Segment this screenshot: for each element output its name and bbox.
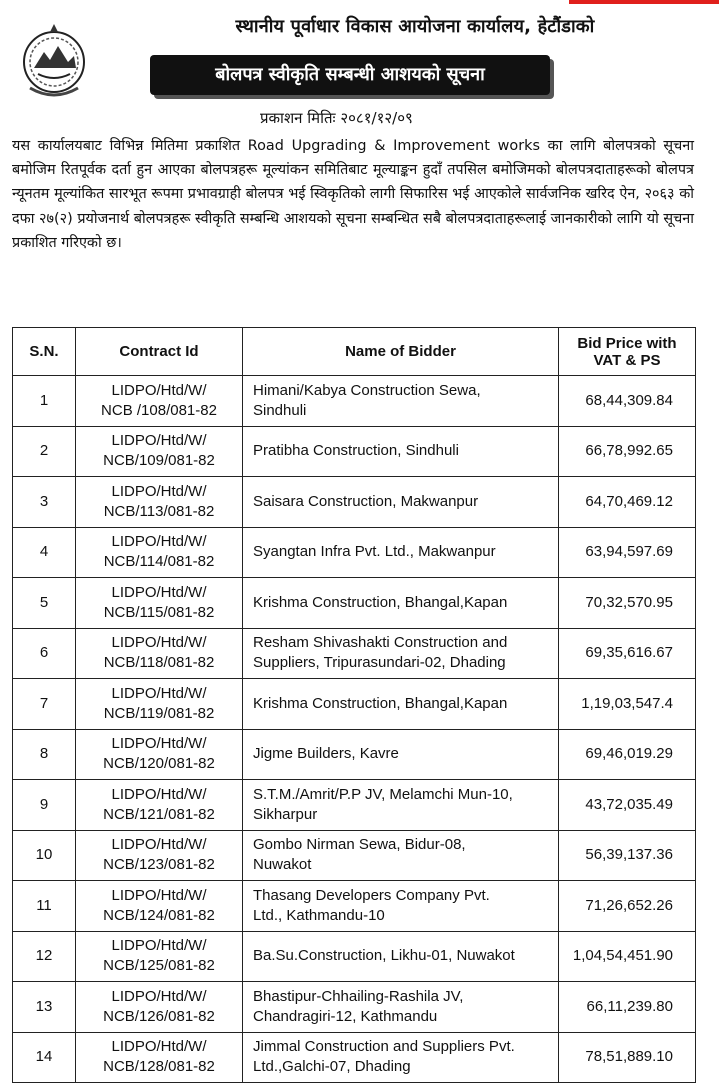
bidder-line2: Suppliers, Tripurasundari-02, Dhading (253, 654, 506, 672)
cell-sn: 5 (13, 578, 76, 629)
table-row (13, 477, 696, 528)
notice-paragraph: यस कार्यालयबाट विभिन्न मितिमा प्रकाशित Road Upgrading & Improvement works का लागि बोलपत्रको सूचना बमोजिम रितपूर्वक दर्ता हुन आएका बोलपत्रहरू मूल्यांकन समितिबाट मूल्याङ्कन हुदाँ तपसिल बमोजिमको बोलपत्रदाताहरूको बोलपत्र न्यूनतम मूल्यांकित सारभूत रूपमा प्रभावग्राही बोलपत्र भई स्विकृतिको लागी सिफारिस भई आएकोले सार्वजनिक खरिद ऐन, २०६३ को दफा २७(२) प्रयोजनार्थ बोलपत्रहरू स्वीकृति सम्बन्धि आशयको सूचना सम्बन्धित सबै बोलपत्रदाताहरूलाई जानकारीको लागि यो सूचना प्रकाशित गरिएको छ। (12, 138, 694, 251)
cell-contract-id (76, 1032, 243, 1083)
cell-bidder-name (243, 376, 559, 427)
bidder-line2: Ltd., Kathmandu-10 (253, 906, 385, 924)
bidder-line1: Resham Shivashakti Construction and (253, 634, 508, 652)
cell-sn: 9 (13, 780, 76, 831)
table-row (13, 628, 696, 679)
bidder-line1: Jimmal Construction and Suppliers Pvt. (253, 1038, 515, 1056)
header-contract-id: Contract Id (76, 328, 243, 376)
contract-id-line1: LIDPO/Htd/W/ (111, 886, 207, 904)
office-name: स्थानीय पूर्वाधार विकास आयोजना कार्यालय, हेटौंडाको (235, 16, 595, 37)
table-row (13, 376, 696, 427)
cell-sn: 2 (13, 426, 76, 477)
contract-id-line1: LIDPO/Htd/W/ (111, 836, 207, 854)
bidder-line2: Sikharpur (253, 805, 318, 823)
header-sn: S.N. (13, 328, 76, 376)
contract-id-line2: NCB /108/081-82 (101, 401, 217, 419)
contract-id-line1: LIDPO/Htd/W/ (111, 1038, 207, 1056)
contract-id-line1: LIDPO/Htd/W/ (111, 381, 207, 399)
bidder-line2: Sindhuli (253, 401, 307, 419)
nepal-emblem-icon (20, 22, 88, 102)
contract-id-line2: NCB/128/081-82 (103, 1058, 215, 1076)
bidder-line1: Gombo Nirman Sewa, Bidur-08, (253, 836, 466, 854)
cell-bidder-name (243, 527, 559, 578)
header-bid-price-line2: VAT & PS (593, 351, 661, 369)
cell-bidder-name (243, 881, 559, 932)
table-header-row (13, 328, 696, 376)
cell-sn: 14 (13, 1032, 76, 1083)
cell-contract-id (76, 679, 243, 730)
contract-id-line1: LIDPO/Htd/W/ (111, 937, 207, 955)
bidder-line2: Chandragiri-12, Kathmandu (253, 1007, 438, 1025)
contract-id-line2: NCB/115/081-82 (103, 603, 215, 621)
bidder-line1: Saisara Construction, Makwanpur (253, 492, 479, 510)
contract-id-line2: NCB/123/081-82 (103, 856, 215, 874)
table-row (13, 426, 696, 477)
cell-bidder-name (243, 780, 559, 831)
contract-id-line1: LIDPO/Htd/W/ (111, 785, 207, 803)
table-row (13, 679, 696, 730)
cell-sn: 8 (13, 729, 76, 780)
cell-contract-id (76, 982, 243, 1033)
bidder-line1: Krishma Construction, Bhangal,Kapan (253, 593, 508, 611)
cell-sn: 11 (13, 881, 76, 932)
cell-bid-price: 69,35,616.67 (559, 628, 696, 679)
table-row (13, 578, 696, 629)
cell-bid-price: 71,26,652.26 (559, 881, 696, 932)
contract-id-line2: NCB/113/081-82 (103, 502, 215, 520)
cell-sn: 6 (13, 628, 76, 679)
cell-sn: 7 (13, 679, 76, 730)
bidder-line1: Pratibha Construction, Sindhuli (253, 442, 459, 460)
cell-bid-price: 68,44,309.84 (559, 376, 696, 427)
contract-id-line2: NCB/126/081-82 (103, 1007, 215, 1025)
table-row (13, 1032, 696, 1083)
bidder-line1: S.T.M./Amrit/P.P JV, Melamchi Mun-10, (253, 785, 513, 803)
cell-contract-id (76, 527, 243, 578)
contract-id-line1: LIDPO/Htd/W/ (111, 482, 207, 500)
bidder-line1: Ba.Su.Construction, Likhu-01, Nuwakot (253, 947, 515, 965)
contract-id-line1: LIDPO/Htd/W/ (111, 533, 207, 551)
cell-bidder-name (243, 426, 559, 477)
notice-title-banner: बोलपत्र स्वीकृति सम्बन्धी आशयको सूचना (150, 55, 550, 95)
cell-sn: 12 (13, 931, 76, 982)
cell-contract-id (76, 830, 243, 881)
cell-bid-price: 56,39,137.36 (559, 830, 696, 881)
cell-bid-price: 1,04,54,451.90 (559, 931, 696, 982)
contract-id-line2: NCB/114/081-82 (103, 553, 215, 571)
bidder-line1: Thasang Developers Company Pvt. (253, 886, 490, 904)
cell-contract-id (76, 426, 243, 477)
contract-id-line2: NCB/120/081-82 (103, 755, 215, 773)
contract-id-line1: LIDPO/Htd/W/ (111, 583, 207, 601)
bidder-line1: Bhastipur-Chhailing-Rashila JV, (253, 987, 464, 1005)
table-row (13, 729, 696, 780)
cell-bidder-name (243, 1032, 559, 1083)
cell-contract-id (76, 729, 243, 780)
publication-date: प्रकाशन मितिः २०८१/१२/०९ (260, 109, 413, 127)
cell-bidder-name (243, 628, 559, 679)
bidder-line1: Himani/Kabya Construction Sewa, (253, 381, 481, 399)
cell-sn: 3 (13, 477, 76, 528)
contract-id-line1: LIDPO/Htd/W/ (111, 684, 207, 702)
table-row (13, 780, 696, 831)
cell-bid-price: 69,46,019.29 (559, 729, 696, 780)
bidder-line1: Syangtan Infra Pvt. Ltd., Makwanpur (253, 543, 496, 561)
cell-bidder-name (243, 931, 559, 982)
contract-id-line2: NCB/121/081-82 (103, 805, 215, 823)
contract-id-line1: LIDPO/Htd/W/ (111, 634, 207, 652)
contract-id-line1: LIDPO/Htd/W/ (111, 432, 207, 450)
cell-bid-price: 70,32,570.95 (559, 578, 696, 629)
cell-bid-price: 66,78,992.65 (559, 426, 696, 477)
cell-bidder-name (243, 982, 559, 1033)
top-accent-bar (569, 0, 719, 4)
bidder-line1: Krishma Construction, Bhangal,Kapan (253, 694, 508, 712)
contract-id-line2: NCB/124/081-82 (103, 906, 215, 924)
header-bid-price (559, 328, 696, 376)
cell-bid-price: 78,51,889.10 (559, 1032, 696, 1083)
cell-sn: 4 (13, 527, 76, 578)
contract-id-line2: NCB/125/081-82 (103, 957, 215, 975)
cell-contract-id (76, 628, 243, 679)
cell-bidder-name (243, 679, 559, 730)
bidder-line2: Ltd.,Galchi-07, Dhading (253, 1058, 411, 1076)
cell-bidder-name (243, 477, 559, 528)
table-row (13, 982, 696, 1033)
bidder-line1: Jigme Builders, Kavre (253, 745, 399, 763)
header-bidder-name: Name of Bidder (243, 328, 559, 376)
contract-id-line2: NCB/118/081-82 (103, 654, 215, 672)
cell-bid-price: 66,11,239.80 (559, 982, 696, 1033)
cell-contract-id (76, 578, 243, 629)
cell-contract-id (76, 931, 243, 982)
bidder-line2: Nuwakot (253, 856, 312, 874)
header-bid-price-line1: Bid Price with (577, 334, 677, 352)
contract-id-line2: NCB/119/081-82 (103, 704, 215, 722)
cell-contract-id (76, 376, 243, 427)
cell-bid-price: 1,19,03,547.4 (559, 679, 696, 730)
contract-id-line1: LIDPO/Htd/W/ (111, 735, 207, 753)
cell-bid-price: 43,72,035.49 (559, 780, 696, 831)
table-row (13, 527, 696, 578)
table-row (13, 830, 696, 881)
cell-contract-id (76, 477, 243, 528)
cell-bidder-name (243, 830, 559, 881)
cell-contract-id (76, 780, 243, 831)
cell-bid-price: 63,94,597.69 (559, 527, 696, 578)
table-row (13, 881, 696, 932)
bid-approval-table (12, 327, 696, 1083)
cell-bidder-name (243, 729, 559, 780)
cell-bidder-name (243, 578, 559, 629)
table-row (13, 931, 696, 982)
cell-bid-price: 64,70,469.12 (559, 477, 696, 528)
contract-id-line1: LIDPO/Htd/W/ (111, 987, 207, 1005)
cell-sn: 10 (13, 830, 76, 881)
cell-sn: 1 (13, 376, 76, 427)
cell-contract-id (76, 881, 243, 932)
contract-id-line2: NCB/109/081-82 (103, 452, 215, 470)
cell-sn: 13 (13, 982, 76, 1033)
